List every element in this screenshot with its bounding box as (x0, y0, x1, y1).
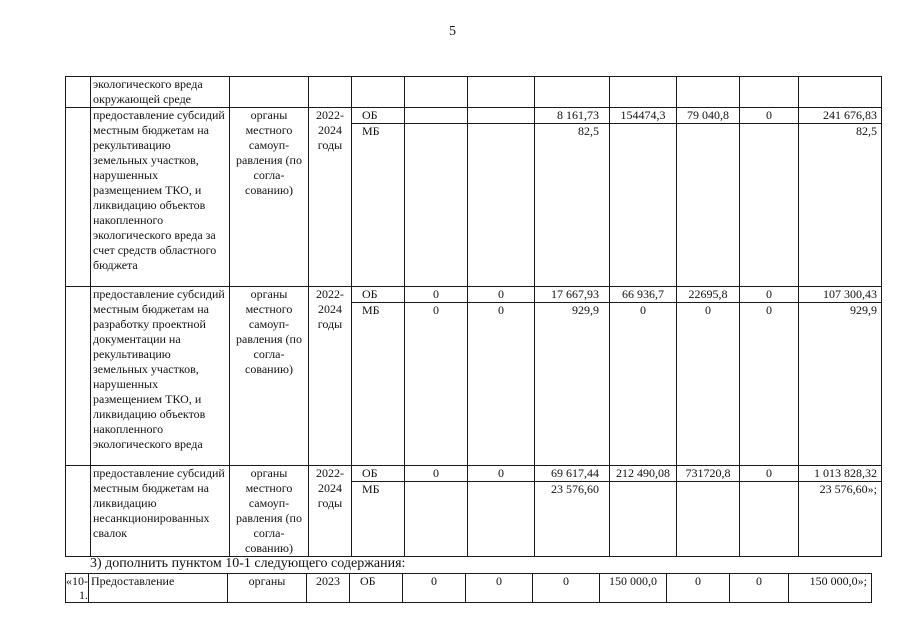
value-cell: 8 161,73 (535, 108, 610, 124)
value-cell: 0 (466, 574, 533, 603)
value-cell: 0 (677, 303, 740, 466)
value-cell (468, 482, 535, 557)
value-cell: 0 (403, 574, 466, 603)
value-cell (468, 108, 535, 124)
value-cell (468, 124, 535, 287)
total-cell: 82,5 (799, 124, 882, 287)
source-cell: МБ (352, 303, 405, 466)
term-cell: 2022-2024 годы (309, 287, 352, 466)
value-cell: 0 (740, 108, 799, 124)
table-row (66, 77, 882, 108)
value-cell: 0 (740, 466, 799, 482)
value-cell: 0 (740, 287, 799, 303)
table-row (66, 108, 882, 124)
measure-name-cell: предоставление субсидий местным бюджетам на ликвидацию несанкционированных свалок (91, 466, 230, 557)
value-cell: 0 (468, 303, 535, 466)
term-cell: 2023 (307, 574, 350, 603)
value-cell: 0 (533, 574, 600, 603)
source-cell: ОБ (352, 466, 405, 482)
row-index-cell (66, 466, 91, 557)
table-row (66, 574, 872, 603)
executor-cell (230, 77, 309, 108)
value-cell: 66 936,7 (610, 287, 677, 303)
value-cell (535, 77, 610, 108)
value-cell (468, 77, 535, 108)
measure-name-cell: Предоставление (89, 574, 228, 603)
value-cell (677, 482, 740, 557)
value-cell (740, 77, 799, 108)
value-cell: 154474,3 (610, 108, 677, 124)
value-cell (610, 77, 677, 108)
budget-table (65, 76, 882, 557)
value-cell: 23 576,60 (535, 482, 610, 557)
value-cell: 0 (405, 466, 468, 482)
measure-name-cell: экологического вреда окружающей среде (91, 77, 230, 108)
measure-name-cell: предоставление субсидий местным бюджетам на рекультивацию земельных участков, нарушенных размещением ТКО, и ликвидацию объектов накопленного экологического вреда за счет средств областного бюджета (91, 108, 230, 287)
value-cell: 929,9 (535, 303, 610, 466)
table-row (66, 466, 882, 482)
value-cell: 0 (405, 303, 468, 466)
total-cell (799, 77, 882, 108)
measure-name-cell: предоставление субсидий местным бюджетам на разработку проектной документации на рекультивацию земельных участков, нарушенных размещением ТКО, и ликвидацию объектов накопленного экологического вреда (91, 287, 230, 466)
source-cell: ОБ (352, 108, 405, 124)
value-cell: 79 040,8 (677, 108, 740, 124)
value-cell: 0 (468, 466, 535, 482)
value-cell: 731720,8 (677, 466, 740, 482)
value-cell (677, 124, 740, 287)
value-cell: 150 000,0 (600, 574, 667, 603)
table-row (66, 287, 882, 303)
source-cell: МБ (352, 482, 405, 557)
new-item-table (65, 573, 872, 603)
term-cell: 2022-2024 годы (309, 466, 352, 557)
row-index-cell: «10-1. (66, 574, 88, 602)
total-cell: 929,9 (799, 303, 882, 466)
value-cell (610, 124, 677, 287)
page-number: 5 (449, 24, 456, 39)
value-cell: 0 (405, 287, 468, 303)
executor-cell: органы местного самоуп-равления (по согла-сованию) (230, 287, 309, 466)
value-cell (405, 77, 468, 108)
source-cell: МБ (352, 124, 405, 287)
row-index-cell (66, 77, 91, 108)
total-cell: 241 676,83 (799, 108, 882, 124)
total-cell: 1 013 828,32 (799, 466, 882, 482)
value-cell (740, 124, 799, 287)
source-cell (352, 77, 405, 108)
source-cell: ОБ (352, 287, 405, 303)
executor-cell: органы местного самоуп-равления (по согла-сованию) (230, 108, 309, 287)
value-cell (610, 482, 677, 557)
value-cell: 212 490,08 (610, 466, 677, 482)
row-index-cell (66, 287, 91, 466)
value-cell: 0 (667, 574, 730, 603)
value-cell: 22695,8 (677, 287, 740, 303)
value-cell: 82,5 (535, 124, 610, 287)
term-cell: 2022-2024 годы (309, 108, 352, 287)
value-cell (405, 108, 468, 124)
executor-cell: органы местного самоуп-равления (по согла-сованию) (230, 466, 309, 557)
total-cell: 23 576,60»; (799, 482, 882, 557)
value-cell: 69 617,44 (535, 466, 610, 482)
source-cell: ОБ (350, 574, 403, 603)
total-cell: 107 300,43 (799, 287, 882, 303)
term-cell (309, 77, 352, 108)
row-index-cell (66, 108, 91, 287)
executor-cell: органы (228, 574, 307, 603)
value-cell: 17 667,93 (535, 287, 610, 303)
value-cell: 0 (740, 303, 799, 466)
value-cell: 0 (468, 287, 535, 303)
value-cell (405, 124, 468, 287)
value-cell (677, 77, 740, 108)
value-cell (405, 482, 468, 557)
value-cell (740, 482, 799, 557)
amendment-text: 3) дополнить пунктом 10-1 следующего содержания: (90, 556, 406, 571)
value-cell: 0 (730, 574, 789, 603)
total-cell: 150 000,0»; (789, 574, 872, 603)
value-cell: 0 (610, 303, 677, 466)
